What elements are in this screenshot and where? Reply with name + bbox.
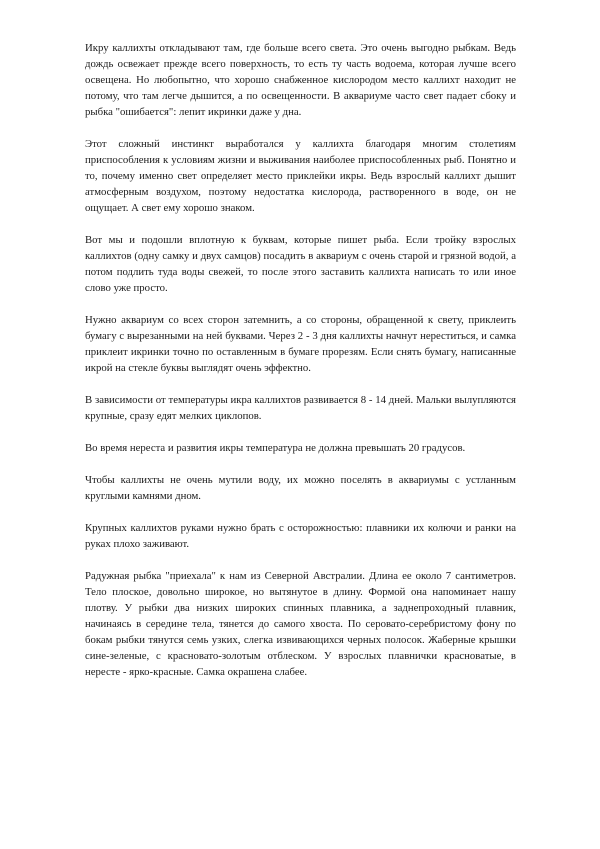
- paragraph-8: Крупных каллихтов руками нужно брать с осторожностью: плавники их колючи и ранки на руках плохо заживают.: [85, 522, 516, 550]
- paragraph-6: Во время нереста и развития икры температура не должна превышать 20 градусов.: [85, 442, 466, 454]
- document-body: [85, 40, 516, 680]
- paragraph-5: В зависимости от температуры икра каллихтов развивается 8 - 14 дней. Мальки вылупляются крупные, сразу едят мелких циклопов.: [85, 394, 516, 422]
- paragraph-4: Нужно аквариум со всех сторон затемнить, а со стороны, обращенной к свету, приклеить бумагу с вырезанными на ней буквами. Через 2 - 3 дня каллихты начнут нереститься, и самка приклеит икринки точно по оставленным в бумаге прорезям. Если снять бумагу, написанные икрой на стекле буквы выглядят очень эффектно.: [85, 314, 516, 374]
- paragraph-7: Чтобы каллихты не очень мутили воду, их можно поселять в аквариумы с устланным круглыми камнями дном.: [85, 474, 516, 502]
- paragraph-2: Этот сложный инстинкт выработался у каллихта благодаря многим столетиям приспособления к условиям жизни и выживания наиболее приспособленных рыб. Понятно и то, почему именно свет определяет место приклейки икры. Ведь взрослый каллихт дышит атмосферным воздухом, поэтому недостатка кислорода, растворенного в воде, он не ощущает. А свет ему хорошо знаком.: [85, 138, 516, 214]
- paragraph-3: Вот мы и подошли вплотную к буквам, которые пишет рыба. Если тройку взрослых каллихтов (одну самку и двух самцов) посадить в аквариум с очень старой и грязной водой, а потом подлить туда воды свежей, то после этого заставить каллихта написать то или иное слово уже просто.: [85, 234, 516, 294]
- paragraph-1: Икру каллихты откладывают там, где больше всего света. Это очень выгодно рыбкам. Ведь дождь освежает прежде всего поверхность, то есть ту часть водоема, которая лучше всего освещена. Но любопытно, что хорошо снабженное кислородом место каллихт находит не потому, что там легче дышится, а по освещенности. В аквариуме часто свет падает сбоку и рыбка "ошибается": лепит икринки даже у дна.: [85, 42, 516, 118]
- paragraph-9: Радужная рыбка "приехала" к нам из Северной Австралии. Длина ее около 7 сантиметров. Тело плоское, довольно широкое, но вытянутое в длину. Формой она напоминает нашу плотву. У рыбки два низких широких спинных плавника, а заднепроходный плавник, начинаясь в середине тела, тянется до самого хвоста. По серовато-серебристому фону по бокам рыбки тянутся семь узких, слегка извивающихся черных полосок. Жаберные крышки сине-зеленые, с красновато-золотым отблеском. У взрослых плавнички красноватые, в нересте - ярко-красные. Самка окрашена слабее.: [85, 570, 516, 678]
